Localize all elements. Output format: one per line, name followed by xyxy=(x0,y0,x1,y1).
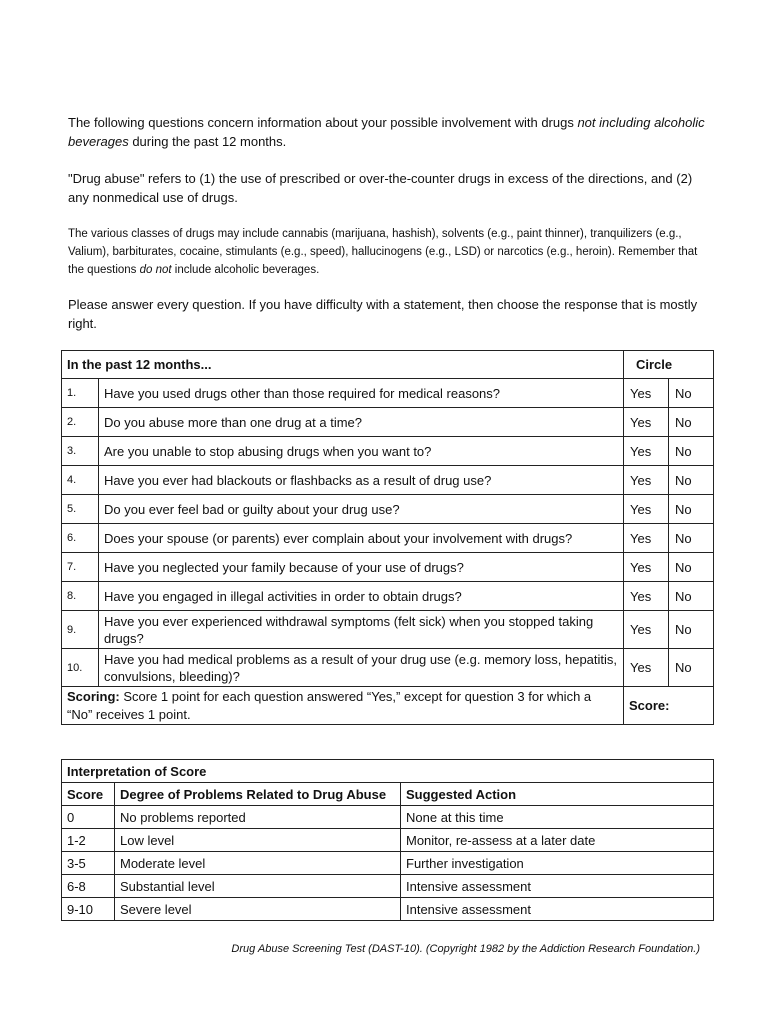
interpretation-title: Interpretation of Score xyxy=(62,760,714,783)
answer-yes-option[interactable]: Yes xyxy=(624,379,669,408)
interpretation-title-row xyxy=(62,760,714,783)
header-circle: Circle xyxy=(624,351,714,379)
question-row xyxy=(62,553,714,582)
table-row xyxy=(62,852,714,875)
question-text: Have you neglected your family because of your use of drugs? xyxy=(99,553,624,582)
question-number: 2. xyxy=(62,408,99,437)
question-row xyxy=(62,582,714,611)
answer-yes-option[interactable]: Yes xyxy=(624,553,669,582)
question-number: 1. xyxy=(62,379,99,408)
intro-paragraph-3 xyxy=(68,225,708,279)
intro-paragraph-2: "Drug abuse" refers to (1) the use of prescribed or over-the-counter drugs in excess of the directions, and (2) any nonmedical use of drugs. xyxy=(68,171,693,205)
interpretation-table xyxy=(61,759,714,921)
intro-p3-text: The various classes of drugs may include cannabis (marijuana, hashish), solvents (e.g., paint thinner), tranquilizers (e.g., Valium), barbiturates, cocaine, stimulants (e.g., speed), hallucinogens (e.g., LSD) or narcotics (e.g., heroin). Remember that the questions xyxy=(68,228,698,276)
answer-no-option[interactable]: No xyxy=(669,437,714,466)
answer-no-option[interactable]: No xyxy=(669,379,714,408)
question-number: 4. xyxy=(62,466,99,495)
answer-no-option[interactable]: No xyxy=(669,408,714,437)
answer-no-option[interactable]: No xyxy=(669,466,714,495)
table-header-row xyxy=(62,351,714,379)
answer-yes-option[interactable]: Yes xyxy=(624,582,669,611)
question-row xyxy=(62,524,714,553)
table-row xyxy=(62,898,714,921)
answer-yes-option[interactable]: Yes xyxy=(624,466,669,495)
question-row xyxy=(62,437,714,466)
header-label: In the past 12 months... xyxy=(62,351,624,379)
question-row xyxy=(62,408,714,437)
answer-yes-option[interactable]: Yes xyxy=(624,611,669,649)
column-header-score: Score xyxy=(62,783,115,806)
question-text: Do you ever feel bad or guilty about your drug use? xyxy=(99,495,624,524)
question-number: 6. xyxy=(62,524,99,553)
degree-cell: Moderate level xyxy=(115,852,401,875)
answer-yes-option[interactable]: Yes xyxy=(624,495,669,524)
question-row xyxy=(62,466,714,495)
intro-paragraph-4: Please answer every question. If you have difficulty with a statement, then choose the response that is mostly right. xyxy=(68,297,698,331)
question-number: 8. xyxy=(62,582,99,611)
interpretation-header-row xyxy=(62,783,714,806)
intro-p3-emphasis: do not xyxy=(139,264,172,276)
answer-no-option[interactable]: No xyxy=(669,495,714,524)
score-range-cell: 3-5 xyxy=(62,852,115,875)
scoring-label: Scoring: xyxy=(67,688,120,704)
question-text: Have you ever had blackouts or flashbacks as a result of drug use? xyxy=(99,466,624,495)
degree-cell: Low level xyxy=(115,829,401,852)
degree-cell: No problems reported xyxy=(115,806,401,829)
question-number: 9. xyxy=(62,611,99,649)
question-text: Have you ever experienced withdrawal symptoms (felt sick) when you stopped taking drugs? xyxy=(99,611,624,649)
question-number: 7. xyxy=(62,553,99,582)
answer-no-option[interactable]: No xyxy=(669,582,714,611)
question-row xyxy=(62,611,714,649)
answer-no-option[interactable]: No xyxy=(669,649,714,687)
question-text: Have you had medical problems as a result of your drug use (e.g. memory loss, hepatitis, convulsions, bleeding)? xyxy=(99,649,624,687)
intro-p1-text: The following questions concern information about your possible involvement with drugs xyxy=(68,115,578,130)
question-rows xyxy=(62,379,714,687)
score-field[interactable]: Score: xyxy=(624,687,714,725)
column-header-degree: Degree of Problems Related to Drug Abuse xyxy=(115,783,401,806)
degree-cell: Severe level xyxy=(115,898,401,921)
action-cell: Intensive assessment xyxy=(401,898,714,921)
question-number: 3. xyxy=(62,437,99,466)
degree-cell: Substantial level xyxy=(115,875,401,898)
scoring-instructions xyxy=(62,687,624,725)
question-text: Does your spouse (or parents) ever complain about your involvement with drugs? xyxy=(99,524,624,553)
action-cell: Monitor, re-assess at a later date xyxy=(401,829,714,852)
intro-paragraph-1 xyxy=(68,113,708,151)
question-row xyxy=(62,495,714,524)
table-row xyxy=(62,875,714,898)
answer-yes-option[interactable]: Yes xyxy=(624,437,669,466)
table-row xyxy=(62,806,714,829)
answer-yes-option[interactable]: Yes xyxy=(624,649,669,687)
action-cell: Intensive assessment xyxy=(401,875,714,898)
interpretation-rows xyxy=(62,806,714,921)
answer-no-option[interactable]: No xyxy=(669,524,714,553)
score-range-cell: 6-8 xyxy=(62,875,115,898)
scoring-row xyxy=(62,687,714,725)
dast-question-table xyxy=(61,350,714,725)
answer-no-option[interactable]: No xyxy=(669,553,714,582)
question-number: 5. xyxy=(62,495,99,524)
score-range-cell: 1-2 xyxy=(62,829,115,852)
column-header-action: Suggested Action xyxy=(401,783,714,806)
scoring-text: Score 1 point for each question answered “Yes,” except for question 3 for which a “No” receives 1 point. xyxy=(67,688,592,722)
question-number: 10. xyxy=(62,649,99,687)
answer-no-option[interactable]: No xyxy=(669,611,714,649)
question-text: Are you unable to stop abusing drugs when you want to? xyxy=(99,437,624,466)
intro-p1-text-end: during the past 12 months. xyxy=(128,134,287,149)
answer-yes-option[interactable]: Yes xyxy=(624,524,669,553)
answer-yes-option[interactable]: Yes xyxy=(624,408,669,437)
copyright-footnote: Drug Abuse Screening Test (DAST-10). (Copyright 1982 by the Addiction Research Foundation.) xyxy=(231,943,700,955)
question-text: Have you engaged in illegal activities in order to obtain drugs? xyxy=(99,582,624,611)
score-range-cell: 9-10 xyxy=(62,898,115,921)
action-cell: Further investigation xyxy=(401,852,714,875)
intro-p3-text-end: include alcoholic beverages. xyxy=(171,264,320,276)
question-row xyxy=(62,379,714,408)
question-row xyxy=(62,649,714,687)
action-cell: None at this time xyxy=(401,806,714,829)
table-row xyxy=(62,829,714,852)
intro-p1-emphasis: not including alcoholic beverages xyxy=(68,115,705,149)
score-range-cell: 0 xyxy=(62,806,115,829)
question-text: Have you used drugs other than those required for medical reasons? xyxy=(99,379,624,408)
question-text: Do you abuse more than one drug at a time? xyxy=(99,408,624,437)
